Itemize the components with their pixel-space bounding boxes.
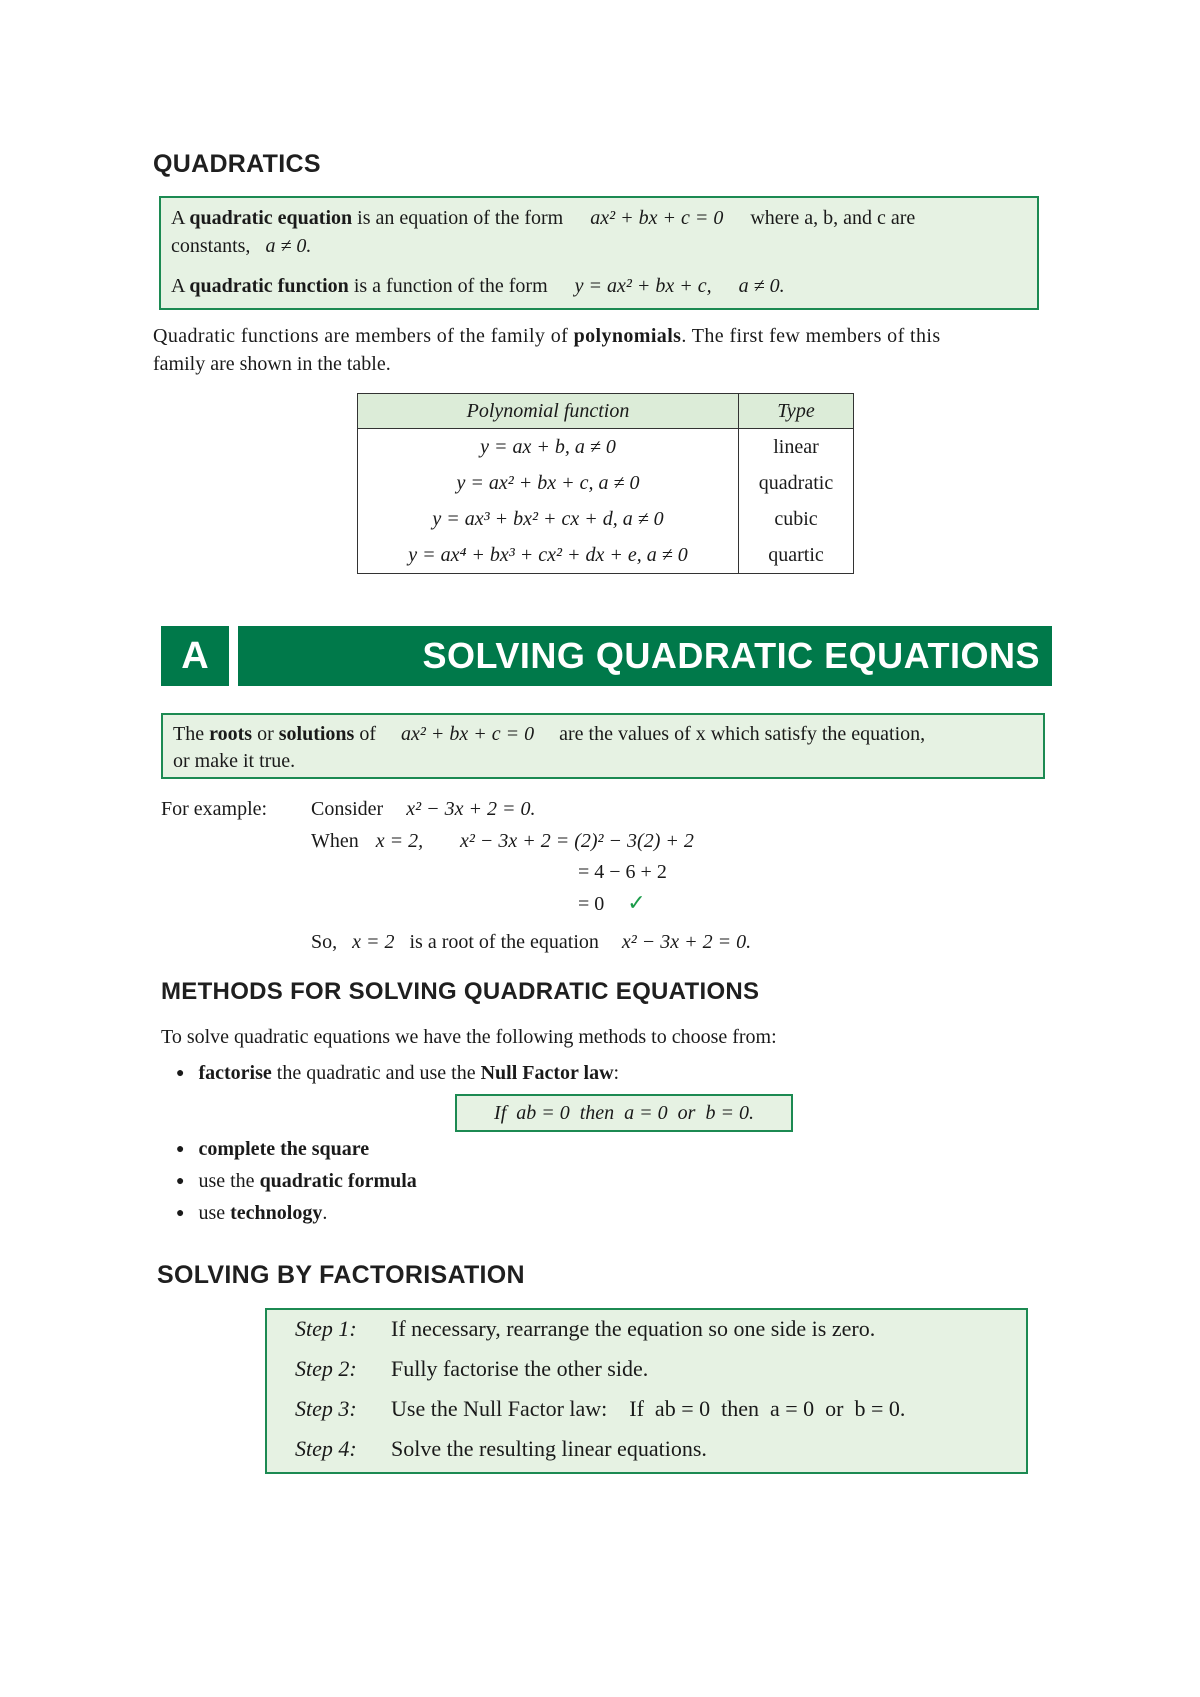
table-header-function: Polynomial function — [358, 394, 739, 429]
step-row: Step 2: Fully factorise the other side. — [295, 1356, 649, 1381]
step-row: Step 3: Use the Null Factor law: If ab = 0 then a = 0 or b = 0. — [295, 1396, 906, 1421]
table-row: y = ax² + bx + c, a ≠ 0 quadratic — [358, 465, 854, 501]
factorisation-steps-box — [265, 1308, 1028, 1474]
equation: ax² + bx + c = 0 — [590, 207, 724, 229]
example-consider: Consider x² − 3x + 2 = 0. — [311, 798, 536, 820]
example-conclusion: So, x = 2 is a root of the equation x² − 3x + 2 = 0. — [311, 931, 752, 953]
section-letter-badge: A — [161, 626, 229, 686]
example-when: When x = 2, — [311, 830, 424, 852]
example-calc-line-1: x² − 3x + 2 = (2)² − 3(2) + 2 — [460, 830, 694, 852]
method-bullet-complete-square: ● complete the square — [176, 1138, 370, 1160]
section-heading-quadratics: QUADRATICS — [153, 150, 321, 178]
table-row: y = ax + b, a ≠ 0 linear — [358, 429, 854, 466]
polynomial-table — [357, 393, 854, 574]
step-row: Step 4: Solve the resulting linear equations. — [295, 1436, 707, 1461]
section-heading-methods: METHODS FOR SOLVING QUADRATIC EQUATIONS — [161, 978, 760, 1005]
bullet-icon: ● — [176, 1066, 185, 1082]
step-row: Step 1: If necessary, rearrange the equation so one side is zero. — [295, 1316, 876, 1341]
intro-paragraph: Quadratic functions are members of the family of polynomials. The first few members of this family are shown in the table. — [153, 325, 941, 375]
check-mark-icon: ✓ — [627, 890, 646, 915]
methods-intro: To solve quadratic equations we have the following methods to choose from: — [161, 1026, 777, 1048]
section-heading-factorisation: SOLVING BY FACTORISATION — [157, 1261, 525, 1289]
method-bullet-factorise: ● factorise the quadratic and use the Null Factor law: — [176, 1062, 620, 1084]
method-bullet-quadratic-formula: ● use the quadratic formula — [176, 1170, 417, 1192]
example-calc-line-2: = 4 − 6 + 2 — [578, 861, 667, 883]
roots-definition-box: The roots or solutions of ax² + bx + c = 0 are the values of x which satisfy the equation, or make it true. — [161, 713, 1045, 779]
null-factor-law-box: If ab = 0 then a = 0 or b = 0. — [455, 1094, 793, 1132]
example-label: For example: — [161, 798, 268, 820]
method-bullet-technology: ● use technology. — [176, 1202, 328, 1224]
bullet-icon: ● — [176, 1174, 185, 1190]
table-header-type: Type — [739, 394, 854, 429]
table-row: y = ax³ + bx² + cx + d, a ≠ 0 cubic — [358, 501, 854, 537]
definition-quadratic-function: A quadratic function is a function of the form y = ax² + bx + c, a ≠ 0. — [171, 275, 785, 297]
table-row: y = ax⁴ + bx³ + cx² + dx + e, a ≠ 0 quartic — [358, 537, 854, 574]
definition-box: A quadratic equation is an equation of the form ax² + bx + c = 0 where a, b, and c are constants, a ≠ 0. A quadratic function is a function of the form y = ax² + bx + c, a ≠ 0. — [159, 196, 1039, 310]
bullet-icon: ● — [176, 1142, 185, 1158]
example-calc-line-3: = 0 ✓ — [578, 890, 646, 915]
section-title-band: SOLVING QUADRATIC EQUATIONS — [238, 626, 1052, 686]
definition-quadratic-equation: A quadratic equation is an equation of the form ax² + bx + c = 0 where a, b, and c are — [171, 207, 916, 229]
bullet-icon: ● — [176, 1206, 185, 1222]
